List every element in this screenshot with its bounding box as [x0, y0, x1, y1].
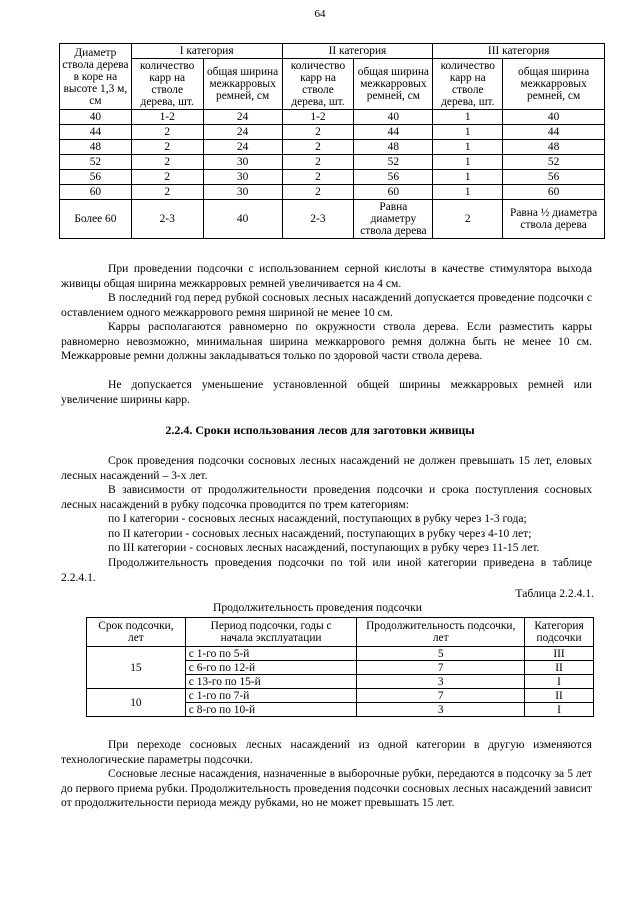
section-heading: 2.2.4. Сроки использования лесов для заготовки живицы	[165, 423, 475, 437]
table-row	[87, 647, 594, 661]
header-term: Срок подсочки, лет	[87, 618, 186, 647]
table-cell: 2	[131, 155, 203, 170]
table-cell: 60	[60, 185, 132, 200]
table-cell: с 8-го по 10-й	[185, 703, 357, 717]
table-cell: 44	[354, 125, 433, 140]
table-cell: 24	[203, 125, 282, 140]
table-cell: I	[525, 675, 594, 689]
page-number: 64	[314, 8, 326, 20]
header-category-2: II категория	[282, 44, 433, 59]
table-cell: 30	[203, 170, 282, 185]
paragraph-last-year: В последний год перед рубкой сосновых лесных насаждений допускается проведение подсочки с оставлением одного межкаррового ремня шириной не менее 10 см.	[61, 291, 592, 319]
header-duration: Продолжительность подсочки, лет	[357, 618, 525, 647]
table-row	[60, 200, 605, 239]
table-cell: I	[525, 703, 594, 717]
table-cell: 15	[87, 647, 186, 689]
paragraph-tapping-term: Срок проведения подсочки сосновых лесных насаждений не должен превышать 15 лет, еловых лесных насаждений – 3-х лет.	[61, 454, 592, 482]
table-cell: 52	[60, 155, 132, 170]
table-cell: 40	[203, 200, 282, 239]
header-width: общая ширина межкарровых ремней, см	[503, 59, 605, 110]
table-cell: 5	[357, 647, 525, 661]
table-cell: 2	[433, 200, 503, 239]
header-category-1: I категория	[131, 44, 282, 59]
table-cell: 2	[282, 155, 354, 170]
table-cell: II	[525, 689, 594, 703]
table-cell: 24	[203, 140, 282, 155]
header-width: общая ширина межкарровых ремней, см	[203, 59, 282, 110]
table-cell: 30	[203, 155, 282, 170]
table-cell: 2	[131, 170, 203, 185]
header-category: Категория подсочки	[525, 618, 594, 647]
table-cell: 44	[60, 125, 132, 140]
paragraph-categories-intro: В зависимости от продолжительности проведения подсочки и срока поступления сосновых лесных насаждений в рубку подсочка проводится по трем категориям:	[61, 483, 592, 511]
table-cell: 60	[354, 185, 433, 200]
table-cell: 52	[503, 155, 605, 170]
table-row	[60, 155, 605, 170]
table-cell: 10	[87, 689, 186, 717]
paragraph-category-change: При переходе сосновых лесных насаждений из одной категории в другую изменяются технологические параметры подсочки.	[61, 738, 592, 766]
table-row	[60, 140, 605, 155]
paragraph-carr-placement: Карры располагаются равномерно по окружности ствола дерева. Если разместить карры равномерно невозможно, минимальная ширина межкаррового ремня должна быть не менее 10 см. Межкарровые ремни должны закладываться только по здоровой части ствола дерева.	[61, 320, 592, 362]
table-cell: 1	[433, 185, 503, 200]
table-cell: 2	[282, 125, 354, 140]
table-cell: 2-3	[131, 200, 203, 239]
tapping-parameters-table	[59, 43, 605, 239]
table-cell: 56	[60, 170, 132, 185]
table-cell: III	[525, 647, 594, 661]
table-row	[87, 689, 594, 703]
table-cell: 52	[354, 155, 433, 170]
tapping-duration-table	[86, 617, 594, 717]
table-cell: 2	[131, 185, 203, 200]
header-category-3: III категория	[433, 44, 605, 59]
paragraph-selective-felling: Сосновые лесные насаждения, назначенные в выборочные рубки, передаются в подсочку за 5 лет до первого приема рубки. Продолжительность проведения подсочки сосновых лесных насаждений зависит от продолжительности периода между рубками, но не может превышать 15 лет.	[61, 767, 592, 809]
table-cell: 1	[433, 170, 503, 185]
table-cell: 1	[433, 155, 503, 170]
table-row	[60, 170, 605, 185]
list-item: по III категории - сосновых лесных насаждений, поступающих в рубку через 11-15 лет.	[108, 541, 540, 554]
table-row	[60, 125, 605, 140]
header-period: Период подсочки, годы с начала эксплуатации	[185, 618, 357, 647]
table-cell: 1	[433, 110, 503, 125]
table-cell: 1-2	[282, 110, 354, 125]
table-cell: 3	[357, 675, 525, 689]
table-cell: 2	[131, 140, 203, 155]
table-cell: 2	[282, 185, 354, 200]
paragraph-no-reduction: Не допускается уменьшение установленной общей ширины межкарровых ремней или увеличение ширины карр.	[61, 378, 592, 406]
table-cell: 1	[433, 140, 503, 155]
table-cell: 1-2	[131, 110, 203, 125]
table-cell: с 1-го по 7-й	[185, 689, 357, 703]
table-cell: 7	[357, 689, 525, 703]
table-cell: 2	[282, 170, 354, 185]
table-cell: Равна диаметру ствола дерева	[354, 200, 433, 239]
table-cell: 56	[354, 170, 433, 185]
table-cell: 1	[433, 125, 503, 140]
table-cell: 30	[203, 185, 282, 200]
header-count: количество карр на стволе дерева, шт.	[433, 59, 503, 110]
table-cell: 48	[354, 140, 433, 155]
table-cell: 60	[503, 185, 605, 200]
table-cell: 48	[503, 140, 605, 155]
table-cell: 44	[503, 125, 605, 140]
table-cell: 2	[282, 140, 354, 155]
table-cell: 40	[503, 110, 605, 125]
header-count: количество карр на стволе дерева, шт.	[282, 59, 354, 110]
header-width: общая ширина межкарровых ремней, см	[354, 59, 433, 110]
table-row	[60, 110, 605, 125]
table-cell: с 6-го по 12-й	[185, 661, 357, 675]
table-row	[60, 185, 605, 200]
list-item: по I категории - сосновых лесных насаждений, поступающих в рубку через 1-3 года;	[108, 512, 527, 525]
list-item: по II категории - сосновых лесных насаждений, поступающих в рубку через 4-10 лет;	[108, 527, 532, 540]
table-cell: 24	[203, 110, 282, 125]
table-cell: 7	[357, 661, 525, 675]
table-caption: Продолжительность проведения подсочки	[213, 601, 422, 614]
paragraph-duration-ref: Продолжительность проведения подсочки по той или иной категории приведена в таблице 2.2.4.1.	[61, 556, 592, 584]
table-cell: с 1-го по 5-й	[185, 647, 357, 661]
table-cell: Более 60	[60, 200, 132, 239]
table-cell: 2	[131, 125, 203, 140]
table-label: Таблица 2.2.4.1.	[515, 587, 594, 600]
table-cell: с 13-го по 15-й	[185, 675, 357, 689]
table-cell: 3	[357, 703, 525, 717]
table-cell: Равна ½ диаметра ствола дерева	[503, 200, 605, 239]
table-cell: II	[525, 661, 594, 675]
header-diameter: Диаметр ствола дерева в коре на высоте 1,3 м, см	[60, 44, 132, 110]
paragraph-sulfuric-acid: При проведении подсочки с использованием серной кислоты в качестве стимулятора выхода живицы общая ширина межкарровых ремней увеличивается на 4 см.	[61, 262, 592, 290]
header-count: количество карр на стволе дерева, шт.	[131, 59, 203, 110]
table-cell: 56	[503, 170, 605, 185]
table-cell: 40	[60, 110, 132, 125]
table-cell: 40	[354, 110, 433, 125]
table-cell: 2-3	[282, 200, 354, 239]
table-cell: 48	[60, 140, 132, 155]
